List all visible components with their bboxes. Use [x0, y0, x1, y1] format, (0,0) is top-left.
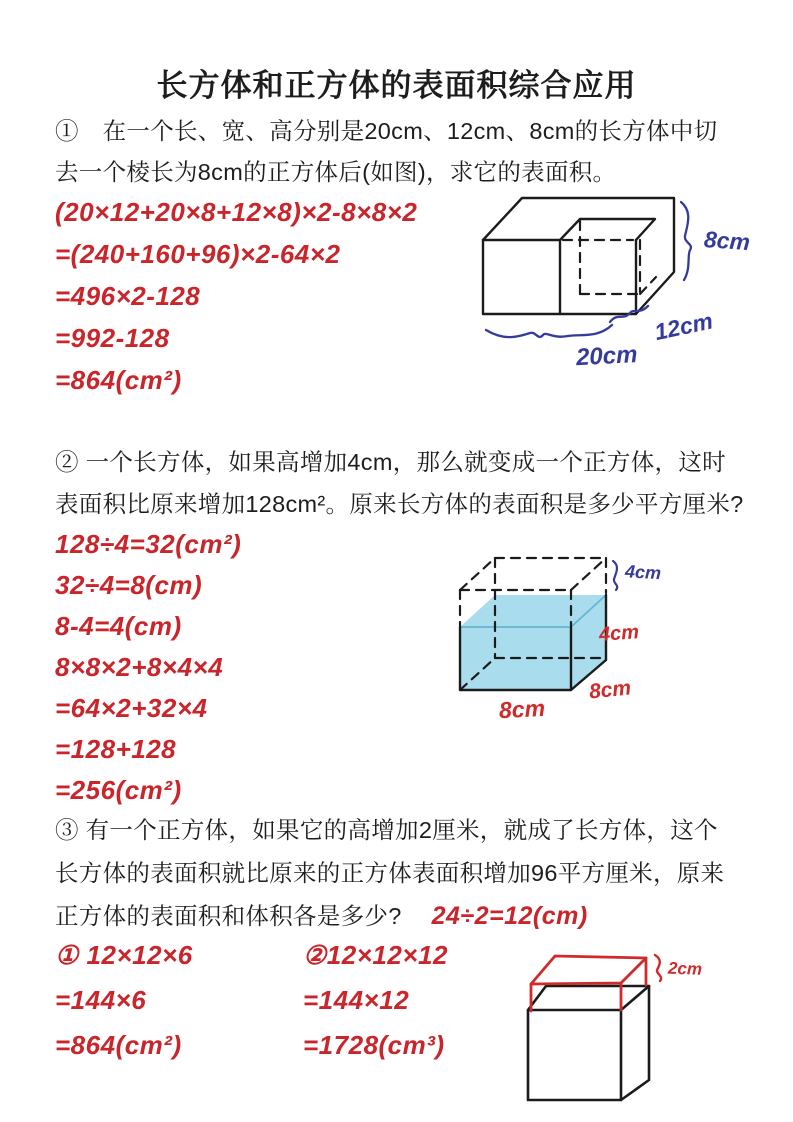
- solution-step: =864(cm²): [55, 1030, 182, 1060]
- problem1-solution: [55, 197, 417, 407]
- label-length-20cm: 20cm: [575, 341, 639, 372]
- diagram-cube-with-added-slab: [503, 930, 788, 1122]
- solution-step: 128÷4=32(cm²): [55, 529, 242, 559]
- label-added-height-2cm: 2cm: [667, 958, 703, 979]
- solution-step: 8×8×2+8×4×4: [55, 652, 224, 682]
- solution-step: =496×2-128: [55, 281, 201, 311]
- problem2-text-line1: ② 一个长方体，如果高增加4cm，那么就变成一个正方体，这时: [55, 449, 726, 475]
- label-height-4cm: 4cm: [598, 621, 640, 646]
- solution-step: ②12×12×12: [303, 940, 448, 970]
- solution-step: =992-128: [55, 323, 170, 353]
- problem3-text-line3: [55, 897, 775, 931]
- label-depth-12cm: 12cm: [652, 307, 716, 346]
- cube-edges: [528, 986, 649, 1100]
- problem3-solution-volume: [303, 940, 448, 1075]
- solution-step: (20×12+20×8+12×8)×2-8×8×2: [55, 197, 418, 227]
- problem3-text-line1: ③ 有一个正方体，如果它的高增加2厘米，就成了长方体，这个: [55, 817, 718, 843]
- label-height-8cm: 8cm: [703, 226, 751, 256]
- solution-step: =128+128: [55, 734, 177, 764]
- label-depth-8cm: 8cm: [587, 676, 633, 704]
- problem3-solution-surface: [55, 940, 193, 1075]
- problem1-text-line2: 去一个棱长为8cm的正方体后(如图)，求它的表面积。: [55, 159, 617, 185]
- problem3-text-line2: 长方体的表面积就比原来的正方体表面积增加96平方厘米，原来: [55, 860, 725, 886]
- solution-step: =(240+160+96)×2-64×2: [55, 239, 341, 269]
- brace-length: [486, 325, 612, 337]
- problem2-solution: [55, 529, 241, 816]
- brace-added-height: [655, 955, 661, 981]
- problem1-text-line1: ① 在一个长、宽、高分别是20cm、12cm、8cm的长方体中切: [55, 118, 718, 144]
- solution-step: =256(cm²): [55, 775, 182, 805]
- solution-step: =864(cm²): [55, 365, 182, 395]
- outer-box: [483, 198, 674, 314]
- cut-cube-solid-edges: [560, 219, 655, 314]
- label-length-8cm: 8cm: [498, 694, 546, 724]
- problem3-inline-solution: 24÷2=12(cm): [431, 902, 588, 930]
- diagram-box-with-cut-cube: [460, 188, 792, 378]
- problem2-text-line2: 表面积比原来增加128cm²。原来长方体的表面积是多少平方厘米?: [55, 491, 744, 517]
- diagram-cube-with-water: [443, 530, 735, 732]
- brace-height: [681, 202, 691, 280]
- page-title: 长方体和正方体的表面积综合应用: [156, 68, 637, 103]
- solution-step: =64×2+32×4: [55, 693, 208, 723]
- solution-step: =144×12: [303, 985, 410, 1015]
- solution-step: 8-4=4(cm): [55, 611, 182, 641]
- label-added-height-4cm: 4cm: [624, 561, 662, 584]
- brace-added-height: [613, 561, 617, 590]
- solution-step: 32÷4=8(cm): [55, 570, 203, 600]
- solution-step: ① 12×12×6: [55, 940, 193, 970]
- solution-step: =144×6: [55, 985, 147, 1015]
- solution-step: =1728(cm³): [303, 1030, 445, 1060]
- problem3-question: 正方体的表面积和体积各是多少?: [55, 903, 402, 929]
- water-fill: [460, 595, 606, 690]
